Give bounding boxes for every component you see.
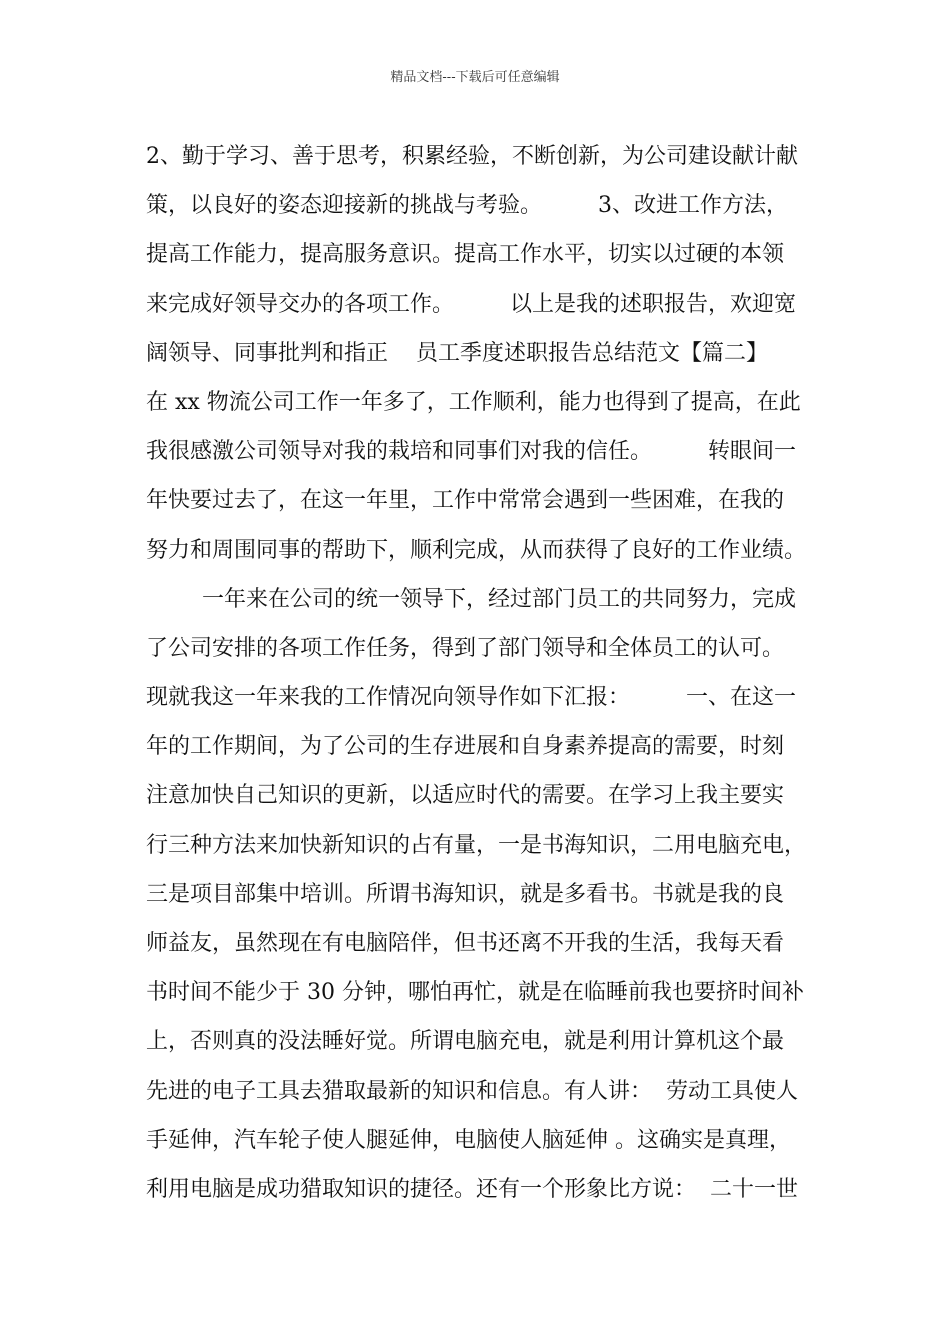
text-line: 行三种方法来加快新知识的占有量，一是书海知识，二用电脑充电， <box>146 832 807 858</box>
text-line: 年的工作期间，为了公司的生存进展和自身素养提高的需要，时刻 <box>146 734 785 760</box>
text-line: 努力和周围同事的帮助下，顺利完成，从而获得了良好的工作业绩。 <box>146 537 807 563</box>
text-line: 阔领导、同事批判和指正 员工季度述职报告总结范文【篇二】 <box>146 340 768 366</box>
text-line: 提高工作能力，提高服务意识。提高工作水平，切实以过硬的本领 <box>146 242 785 268</box>
text-line: 策，以良好的姿态迎接新的挑战与考验。 3、改进工作方法， <box>146 193 788 219</box>
document-body <box>146 132 826 1214</box>
text-line: 现就我这一年来我的工作情况向领导作如下汇报： 一、在这一 <box>146 685 796 711</box>
text-line: 先进的电子工具去猎取最新的知识和信息。有人讲： 劳动工具使人 <box>146 1078 798 1104</box>
text-line: 一年来在公司的统一领导下，经过部门员工的共同努力，完成 <box>146 586 796 612</box>
text-line: 利用电脑是成功猎取知识的捷径。还有一个形象比方说： 二十一世 <box>146 1176 798 1202</box>
text-line: 来完成好领导交办的各项工作。 以上是我的述职报告，欢迎宽 <box>146 291 796 317</box>
text-line: 在 xx 物流公司工作一年多了，工作顺利，能力也得到了提高，在此 <box>146 389 801 415</box>
text-line: 上，否则真的没法睡好觉。所谓电脑充电，就是利用计算机这个最 <box>146 1029 785 1055</box>
page-header: 精品文档---下载后可任意编辑 <box>390 70 560 85</box>
text-line: 我很感激公司领导对我的栽培和同事们对我的信任。 转眼间一 <box>146 439 796 465</box>
text-line: 注意加快自己知识的更新，以适应时代的需要。在学习上我主要实 <box>146 783 785 809</box>
text-line: 了公司安排的各项工作任务，得到了部门领导和全体员工的认可。 <box>146 635 785 661</box>
text-line: 2、勤于学习、善于思考，积累经验，不断创新，为公司建设献计献 <box>146 144 798 169</box>
text-line: 书时间不能少于 30 分钟，哪怕再忙，就是在临睡前我也要挤时间补 <box>146 980 804 1006</box>
text-line: 三是项目部集中培训。所谓书海知识，就是多看书。书就是我的良 <box>146 881 785 907</box>
text-line: 手延伸，汽车轮子使人腿延伸，电脑使人脑延伸 。这确实是真理， <box>146 1127 791 1153</box>
text-line: 年快要过去了，在这一年里，工作中常常会遇到一些困难，在我的 <box>146 488 785 514</box>
text-line: 师益友，虽然现在有电脑陪伴，但书还离不开我的生活，我每天看 <box>146 931 785 956</box>
